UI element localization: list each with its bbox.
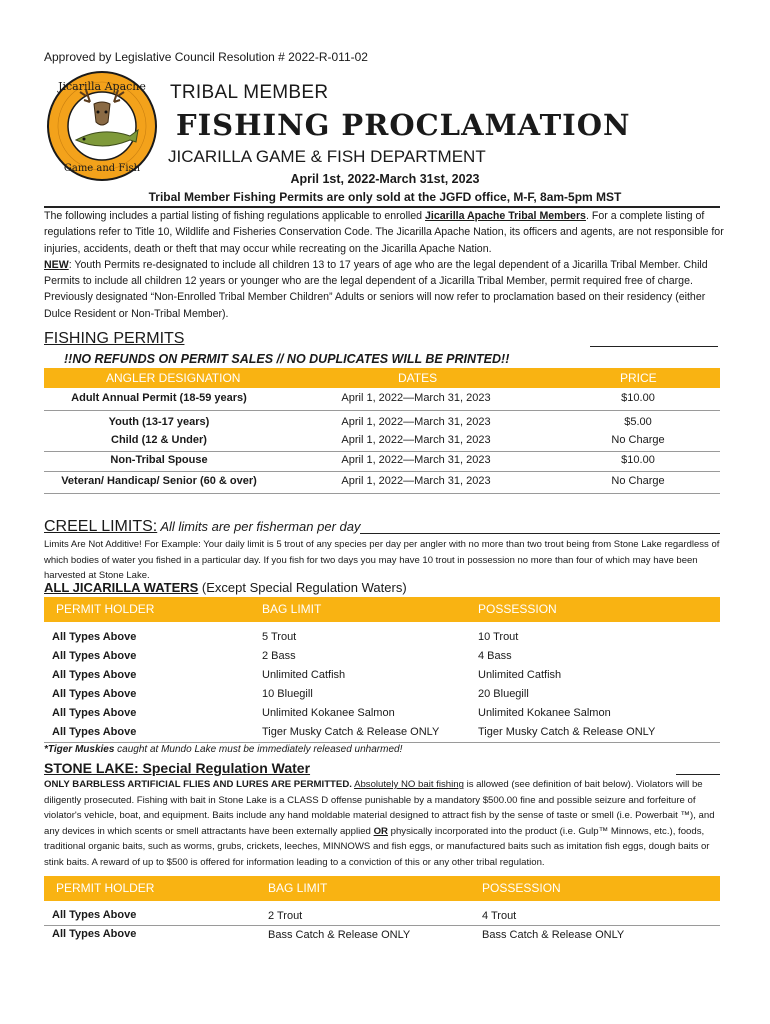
- table-row-possession: Unlimited Catfish: [478, 669, 562, 681]
- table-row-bag: Tiger Musky Catch & Release ONLY: [262, 726, 440, 738]
- heading-rule: [360, 533, 720, 534]
- table-row-designation: Adult Annual Permit (18-59 years): [71, 392, 247, 404]
- table-row-possession: 20 Bluegill: [478, 688, 529, 700]
- intro-p2: : Youth Permits re-designated to include all children 13 to 17 years of age who are the legal dependent of a Jicarilla Tribal Member. Child Permits to include all children 12 years or younger who are the legal dependent of a Jicarilla Tribal Member, permit required free of charge. Previously designated “Non-Enrolled Tribal Member Children” Adults or seniors will now refer to proclamation based on their residency (either Dulce Resident or Non-Tribal Member).: [44, 258, 708, 320]
- table-row-holder: All Types Above: [52, 688, 137, 700]
- row-separator: [44, 493, 720, 494]
- creel-limits-text: Limits Are Not Additive! For Example: Your daily limit is 5 trout of any species per day per angler with no more than two trout being from Stone Lake regardless of which bodies of water you fished in a particular day. If you fish for two days you may have 10 trout in possession no more than four of which may have been harvested at Stone Lake.: [44, 539, 720, 581]
- table-row-bag: 2 Trout: [268, 910, 303, 922]
- table-row-bag: 5 Trout: [262, 631, 297, 643]
- table-row-bag: Unlimited Catfish: [262, 669, 346, 681]
- creel-subheading: All limits are per fisherman per day: [157, 519, 361, 534]
- stone-table-header: [44, 876, 720, 901]
- table-row-designation: Non-Tribal Spouse: [110, 454, 208, 466]
- table-row-price: $10.00: [621, 454, 655, 466]
- table-row-dates: April 1, 2022—March 31, 2023: [341, 475, 491, 487]
- table-row-bag: Bass Catch & Release ONLY: [268, 929, 411, 941]
- jicarilla-waters-heading: [44, 580, 407, 595]
- col-bag-limit: BAG LIMIT: [268, 881, 328, 895]
- row-separator: [44, 925, 720, 926]
- table-row-holder: All Types Above: [52, 669, 137, 681]
- row-separator: [44, 742, 720, 743]
- logo-text-top: Jicarilla Apache: [58, 80, 146, 93]
- logo-text-bottom: Game and Fish: [63, 163, 141, 174]
- department-name: JICARILLA GAME & FISH DEPARTMENT: [168, 147, 486, 166]
- stone-text-b: physically incorporated into the product (i.e. Gulp™ Minnows, etc.), foods, traditional organic baits, such as worms, grubs, crickets, leeches, MINNOWS and fish eggs, or manufactured baits such as imitation fish eggs, dough baits or stink baits. A reward of up to $500 is offered for information leading to a conviction of this or any other tribal regulation.: [44, 825, 710, 868]
- row-separator: [44, 471, 720, 472]
- col-price: PRICE: [620, 371, 657, 385]
- table-row-dates: April 1, 2022—March 31, 2023: [341, 454, 491, 466]
- heading-rule: [590, 346, 718, 347]
- table-row-holder: All Types Above: [52, 928, 137, 940]
- table-row-possession: 10 Trout: [478, 631, 519, 643]
- col-dates: DATES: [398, 371, 438, 385]
- stone-underline: Absolutely NO bait fishing: [354, 779, 464, 790]
- sales-banner: Tribal Member Fishing Permits are only sold at the JGFD office, M-F, 8am-5pm MST: [148, 190, 622, 204]
- col-permit-holder: PERMIT HOLDER: [56, 881, 155, 895]
- title-tribal-member: TRIBAL MEMBER: [170, 82, 329, 103]
- table-row-bag: Unlimited Kokanee Salmon: [262, 707, 395, 719]
- waters-table-header: [44, 597, 720, 622]
- waters-heading-suffix: (Except Special Regulation Waters): [198, 580, 407, 595]
- row-separator: [44, 451, 720, 452]
- jgfd-logo: [46, 70, 158, 182]
- creel-limits-heading: [44, 518, 360, 536]
- intro-text: [44, 208, 724, 322]
- table-row-holder: All Types Above: [52, 707, 137, 719]
- tiger-muskies-note: [44, 744, 402, 755]
- note-text: caught at Mundo Lake must be immediately released unharmed!: [114, 744, 403, 755]
- table-row-bag: 2 Bass: [262, 650, 296, 662]
- table-row-possession: 4 Bass: [478, 650, 512, 662]
- stone-or: OR: [373, 825, 388, 837]
- intro-p1-c: . For a complete listing of regulations refer to Title 10, Wildlife and Fisheries Conservation Code. The Jicarilla Apache Nation, its officers and agents, are not responsible for injuries, accidents, death or theft that may occur while recreating on the Jicarilla Apache Nation.: [44, 210, 724, 255]
- permits-table-header: [44, 368, 720, 388]
- table-row-price: No Charge: [611, 434, 665, 446]
- table-row-holder: All Types Above: [52, 631, 137, 643]
- table-row-designation: Child (12 & Under): [111, 434, 207, 446]
- no-refunds-notice: !!NO REFUNDS ON PERMIT SALES // NO DUPLICATES WILL BE PRINTED!!: [64, 352, 510, 366]
- waters-heading-label: ALL JICARILLA WATERS: [44, 580, 199, 595]
- table-row-holder: All Types Above: [52, 650, 137, 662]
- table-row-possession: Tiger Musky Catch & Release ONLY: [478, 726, 656, 738]
- fishing-permits-heading: FISHING PERMITS: [44, 330, 185, 347]
- table-row-designation: Youth (13-17 years): [108, 416, 210, 428]
- stone-text-a: is allowed (see definition of bait below). Violators will be diligently prosecuted. Fishing with bait in Stone Lake is a CLASS D offense punishable by a mandatory $500.00 fine and possible seizure and forfeiture of violator's vehicle, boat, and equipment. Baits include any hand moldable material designed to attract fish by the sense of taste or smell (i.e. Powerbait ™), and any devices in which scents or smell attractants have been externally applied: [44, 779, 715, 837]
- col-angler-designation: ANGLER DESIGNATION: [106, 371, 241, 385]
- heading-rule: [676, 774, 720, 775]
- table-row-dates: April 1, 2022—March 31, 2023: [341, 434, 491, 446]
- stone-lake-heading: STONE LAKE: Special Regulation Water: [44, 760, 311, 776]
- table-row-possession: Bass Catch & Release ONLY: [482, 929, 625, 941]
- table-row-price: $5.00: [624, 416, 652, 428]
- table-row-designation: Veteran/ Handicap/ Senior (60 & over): [61, 475, 257, 487]
- new-label: NEW: [44, 258, 69, 271]
- intro-p1-a: The following includes a partial listing of fishing regulations applicable to enrolled: [44, 210, 426, 222]
- col-permit-holder: PERMIT HOLDER: [56, 602, 155, 616]
- table-row-dates: April 1, 2022—March 31, 2023: [341, 392, 491, 404]
- stone-lake-text: [44, 777, 724, 871]
- table-row-possession: 4 Trout: [482, 910, 517, 922]
- table-row-holder: All Types Above: [52, 909, 137, 921]
- season-dates: April 1st, 2022-March 31st, 2023: [290, 172, 480, 186]
- col-possession: POSSESSION: [482, 881, 561, 895]
- col-possession: POSSESSION: [478, 602, 557, 616]
- table-row-bag: 10 Bluegill: [262, 688, 313, 700]
- col-bag-limit: BAG LIMIT: [262, 602, 322, 616]
- table-row-price: No Charge: [611, 475, 665, 487]
- row-separator: [44, 410, 720, 411]
- table-row-dates: April 1, 2022—March 31, 2023: [341, 416, 491, 428]
- approval-resolution: Approved by Legislative Council Resolution # 2022-R-011-02: [44, 50, 368, 64]
- note-bold: *Tiger Muskies: [44, 744, 115, 755]
- table-row-holder: All Types Above: [52, 726, 137, 738]
- table-row-price: $10.00: [621, 392, 655, 404]
- stone-bold: ONLY BARBLESS ARTIFICIAL FLIES AND LURES ARE PERMITTED.: [44, 779, 352, 790]
- table-row-possession: Unlimited Kokanee Salmon: [478, 707, 611, 719]
- intro-p1-members: Jicarilla Apache Tribal Members: [425, 210, 586, 222]
- title-fishing-proclamation: FISHING PROCLAMATION: [176, 108, 631, 142]
- creel-heading-label: CREEL LIMITS:: [44, 518, 158, 535]
